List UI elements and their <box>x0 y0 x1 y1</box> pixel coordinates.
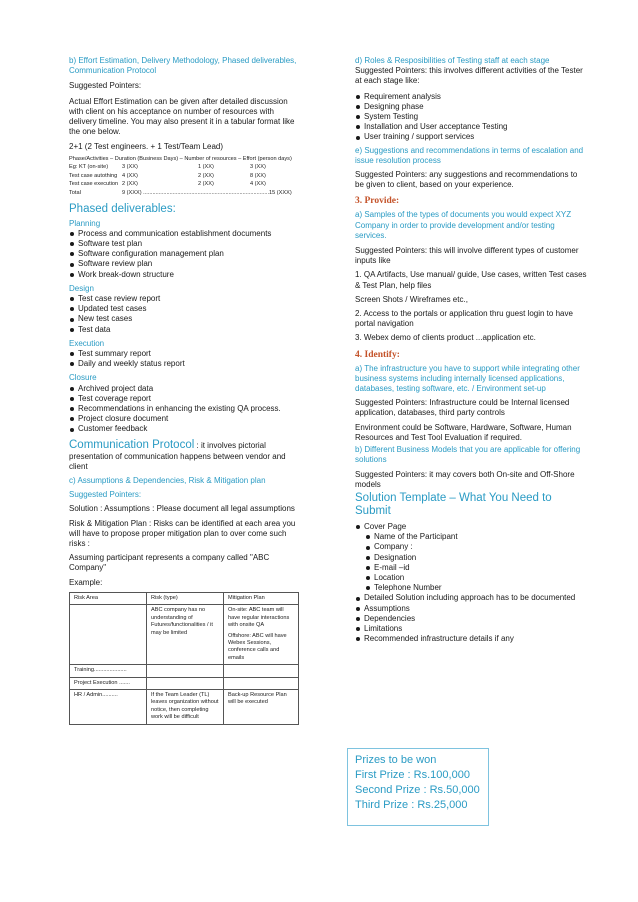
list-item: Designing phase <box>355 102 587 112</box>
section-d-text: Suggested Pointers: this involves different activities of the Tester at each stage like: <box>355 66 583 86</box>
provide-screens: Screen Shots / Wireframes etc., <box>355 294 468 304</box>
list-item: Test coverage report <box>69 394 303 404</box>
estimation-table <box>69 163 303 197</box>
example-label: Example: <box>69 577 103 587</box>
estimation-row <box>69 180 303 189</box>
second-prize: Second Prize : Rs.50,000 <box>355 784 480 796</box>
list-item: Work break-down structure <box>69 270 303 280</box>
c-suggested-pointers: Suggested Pointers: <box>69 490 142 500</box>
design-list <box>69 294 303 335</box>
estimation-cell: 8 (XX) <box>250 172 266 179</box>
list-item: Recommendations in enhancing the existing QA process. <box>69 404 303 414</box>
estimation-cell: 1 (XX) <box>198 164 214 171</box>
mitigation-onsite: On-site: ABC team will have regular interactions with onsite QA <box>228 607 290 629</box>
list-item: Software configuration management plan <box>69 249 303 259</box>
list-item: Process and communication establishment documents <box>69 229 303 239</box>
estimation-cell: 4 (XX) <box>122 172 138 179</box>
table-row <box>70 605 299 665</box>
right-column <box>355 56 587 644</box>
table-row <box>70 592 299 604</box>
communication-protocol-title: Communication Protocol <box>69 438 195 451</box>
risk-table <box>69 592 299 725</box>
list-item: E-mail –id <box>355 563 587 573</box>
list-item: Telephone Number <box>355 583 587 593</box>
list-item: Company : <box>355 542 587 552</box>
list-item: Name of the Participant <box>355 532 587 542</box>
table-cell: HR / Admin.......... <box>70 689 147 724</box>
identify-text: Suggested Pointers: Infrastructure could be Internal licensed application, databases, third party controls <box>355 398 570 418</box>
list-item: User training / support services <box>355 132 587 142</box>
list-item: New test cases <box>69 314 303 324</box>
phased-deliverables-title: Phased deliverables: <box>69 202 176 215</box>
list-item: Software test plan <box>69 239 303 249</box>
provide-item-3: 3. Webex demo of clients product ...application etc. <box>355 333 536 343</box>
closure-label: Closure <box>69 373 97 383</box>
section-e-heading: e) Suggestions and recommendations in terms of escalation and issue resolution process <box>355 145 584 165</box>
table-row <box>70 665 299 677</box>
estimation-cell: Test case execution <box>69 181 119 188</box>
identify-a-heading: a) The infrastructure you have to support while integrating other business systems including internally licensed applications, databases, testing software, etc. / Environment set-up <box>355 363 580 394</box>
table-cell: Project Execution ....... <box>70 677 147 689</box>
section-b-heading: b) Effort Estimation, Delivery Methodology, Phased deliverables, Communication Protocol <box>69 56 297 76</box>
list-item: Limitations <box>355 624 587 634</box>
list-item: Detailed Solution including approach has to be documented <box>355 593 587 603</box>
provide-text: Suggested Pointers: this will involve different types of customer inputs like <box>355 246 579 266</box>
section-e-text: Suggested Pointers: any suggestions and recommendations to be given to client, based on your experience. <box>355 170 578 190</box>
estimation-row <box>69 163 303 172</box>
table-cell <box>147 677 224 689</box>
list-item: Customer feedback <box>69 424 303 434</box>
communication-protocol-paragraph <box>69 439 303 472</box>
estimation-cell: Total <box>69 190 81 196</box>
table-cell: ABC company has no understanding of Futures/functionalities / it may be limited <box>147 605 224 665</box>
estimation-header: Phase/Activities – Duration (Business Days) – Number of resources – Effort (person days) <box>69 155 292 162</box>
team-line: 2+1 (2 Test engineers. + 1 Test/Team Lead) <box>69 142 224 152</box>
assuming-text: Assuming participant represents a company called "ABC Company" <box>69 553 270 573</box>
estimation-cell: 2 (XX) <box>122 181 138 188</box>
table-cell: Back-up Resource Plan will be executed <box>224 689 299 724</box>
closure-list <box>69 384 303 435</box>
table-cell <box>147 665 224 677</box>
estimation-cell: 4 (XX) <box>250 181 266 188</box>
design-label: Design <box>69 283 94 293</box>
estimation-row <box>69 172 303 181</box>
estimation-cell: Eg: KT (on-site) <box>69 164 109 171</box>
planning-label: Planning <box>69 218 101 228</box>
list-item: Cover Page <box>355 522 587 532</box>
identify-title: 4. Identify: <box>355 349 400 360</box>
list-item: Recommended infrastructure details if any <box>355 634 587 644</box>
section-c-heading: c) Assumptions & Dependencies, Risk & Mitigation plan <box>69 476 266 486</box>
table-header: Risk Area <box>70 592 147 604</box>
submit-list <box>355 522 587 644</box>
list-item: Archived project data <box>69 384 303 394</box>
list-item: Test case review report <box>69 294 303 304</box>
table-cell: If the Team Leader (TL) leaves organization without notice, then completing work will be difficult <box>147 689 224 724</box>
list-item: Dependencies <box>355 614 587 624</box>
table-cell: Training..................... <box>70 665 147 677</box>
list-item: Test data <box>69 325 303 335</box>
estimation-cell: 3 (XX) <box>250 164 266 171</box>
section-d-heading: d) Roles & Resposibilities of Testing staff at each stage <box>355 56 550 65</box>
estimation-cell: 3 (XX) <box>122 164 138 171</box>
planning-list <box>69 229 303 280</box>
mitigation-offshore: Offshore: ABC will have Webex Sessions, conference calls and emails <box>228 632 287 661</box>
prize-title: Prizes to be won <box>355 754 437 766</box>
table-cell <box>224 665 299 677</box>
prize-box <box>347 748 489 826</box>
list-item: Software review plan <box>69 259 303 269</box>
provide-item-1: 1. QA Artifacts, Use manual/ guide, Use cases, written Test cases & Test Plan, help files <box>355 270 587 290</box>
list-item: System Testing <box>355 112 587 122</box>
table-cell <box>70 605 147 665</box>
table-header: Risk (type) <box>147 592 224 604</box>
provide-title: 3. Provide: <box>355 196 400 207</box>
list-item: Requirement analysis <box>355 92 587 102</box>
estimation-total-cell: 9 (XXX) .................................................................................15 (XXX) <box>122 190 292 196</box>
first-prize: First Prize : Rs.100,000 <box>355 769 470 781</box>
list-item: Project closure document <box>69 414 303 424</box>
list-item: Test summary report <box>69 349 303 359</box>
estimation-cell: Test case autothing <box>69 172 118 179</box>
estimation-cell: 2 (XX) <box>198 181 214 188</box>
identify-environment: Environment could be Software, Hardware, Software, Human Resources and Test Tool Evaluation if required. <box>355 422 572 442</box>
list-item: Assumptions <box>355 604 587 614</box>
list-item: Location <box>355 573 587 583</box>
list-item: Daily and weekly status report <box>69 359 303 369</box>
table-cell <box>224 605 299 665</box>
identify-b-text: Suggested Pointers: it may covers both On-site and Off-Shore models <box>355 469 575 489</box>
table-row <box>70 677 299 689</box>
table-row <box>70 689 299 724</box>
actual-effort-text: Actual Effort Estimation can be given after detailed discussion with client on his acceptance on number of resources with delivery timeline. You may also present it in a tabular format like the one below. <box>69 96 295 137</box>
suggested-pointers-label: Suggested Pointers: <box>69 81 142 91</box>
estimation-row-total <box>69 189 303 198</box>
table-cell <box>224 677 299 689</box>
risk-mitigation-text: Risk & Mitigation Plan : Risks can be identified at each area you will have to propose proper mitigation plan to over come such risks : <box>69 518 296 549</box>
list-item: Installation and User acceptance Testing <box>355 122 587 132</box>
provide-item-2: 2. Access to the portals or application thru guest login to have portal navigation <box>355 309 573 329</box>
execution-list <box>69 349 303 369</box>
identify-b-heading: b) Different Business Models that you are applicable for offering solutions <box>355 445 581 465</box>
estimation-cell: 2 (XX) <box>198 172 214 179</box>
solution-template-title: Solution Template – What You Need to Submit <box>355 491 552 517</box>
list-item: Designation <box>355 553 587 563</box>
execution-label: Execution <box>69 338 105 348</box>
list-item: Updated test cases <box>69 304 303 314</box>
communication-protocol-text: : it involves pictorial presentation of communication happens between vendor and client <box>69 440 286 471</box>
left-column <box>69 56 303 725</box>
provide-a-heading: a) Samples of the types of documents you would expect XYZ Company in order to provide development and/or testing services. <box>355 210 572 240</box>
roles-list <box>355 92 587 143</box>
solution-assumptions-text: Solution : Assumptions : Please document all legal assumptions <box>69 504 295 514</box>
third-prize: Third Prize : Rs.25,000 <box>355 799 468 811</box>
table-header: Mitigation Plan <box>224 592 299 604</box>
